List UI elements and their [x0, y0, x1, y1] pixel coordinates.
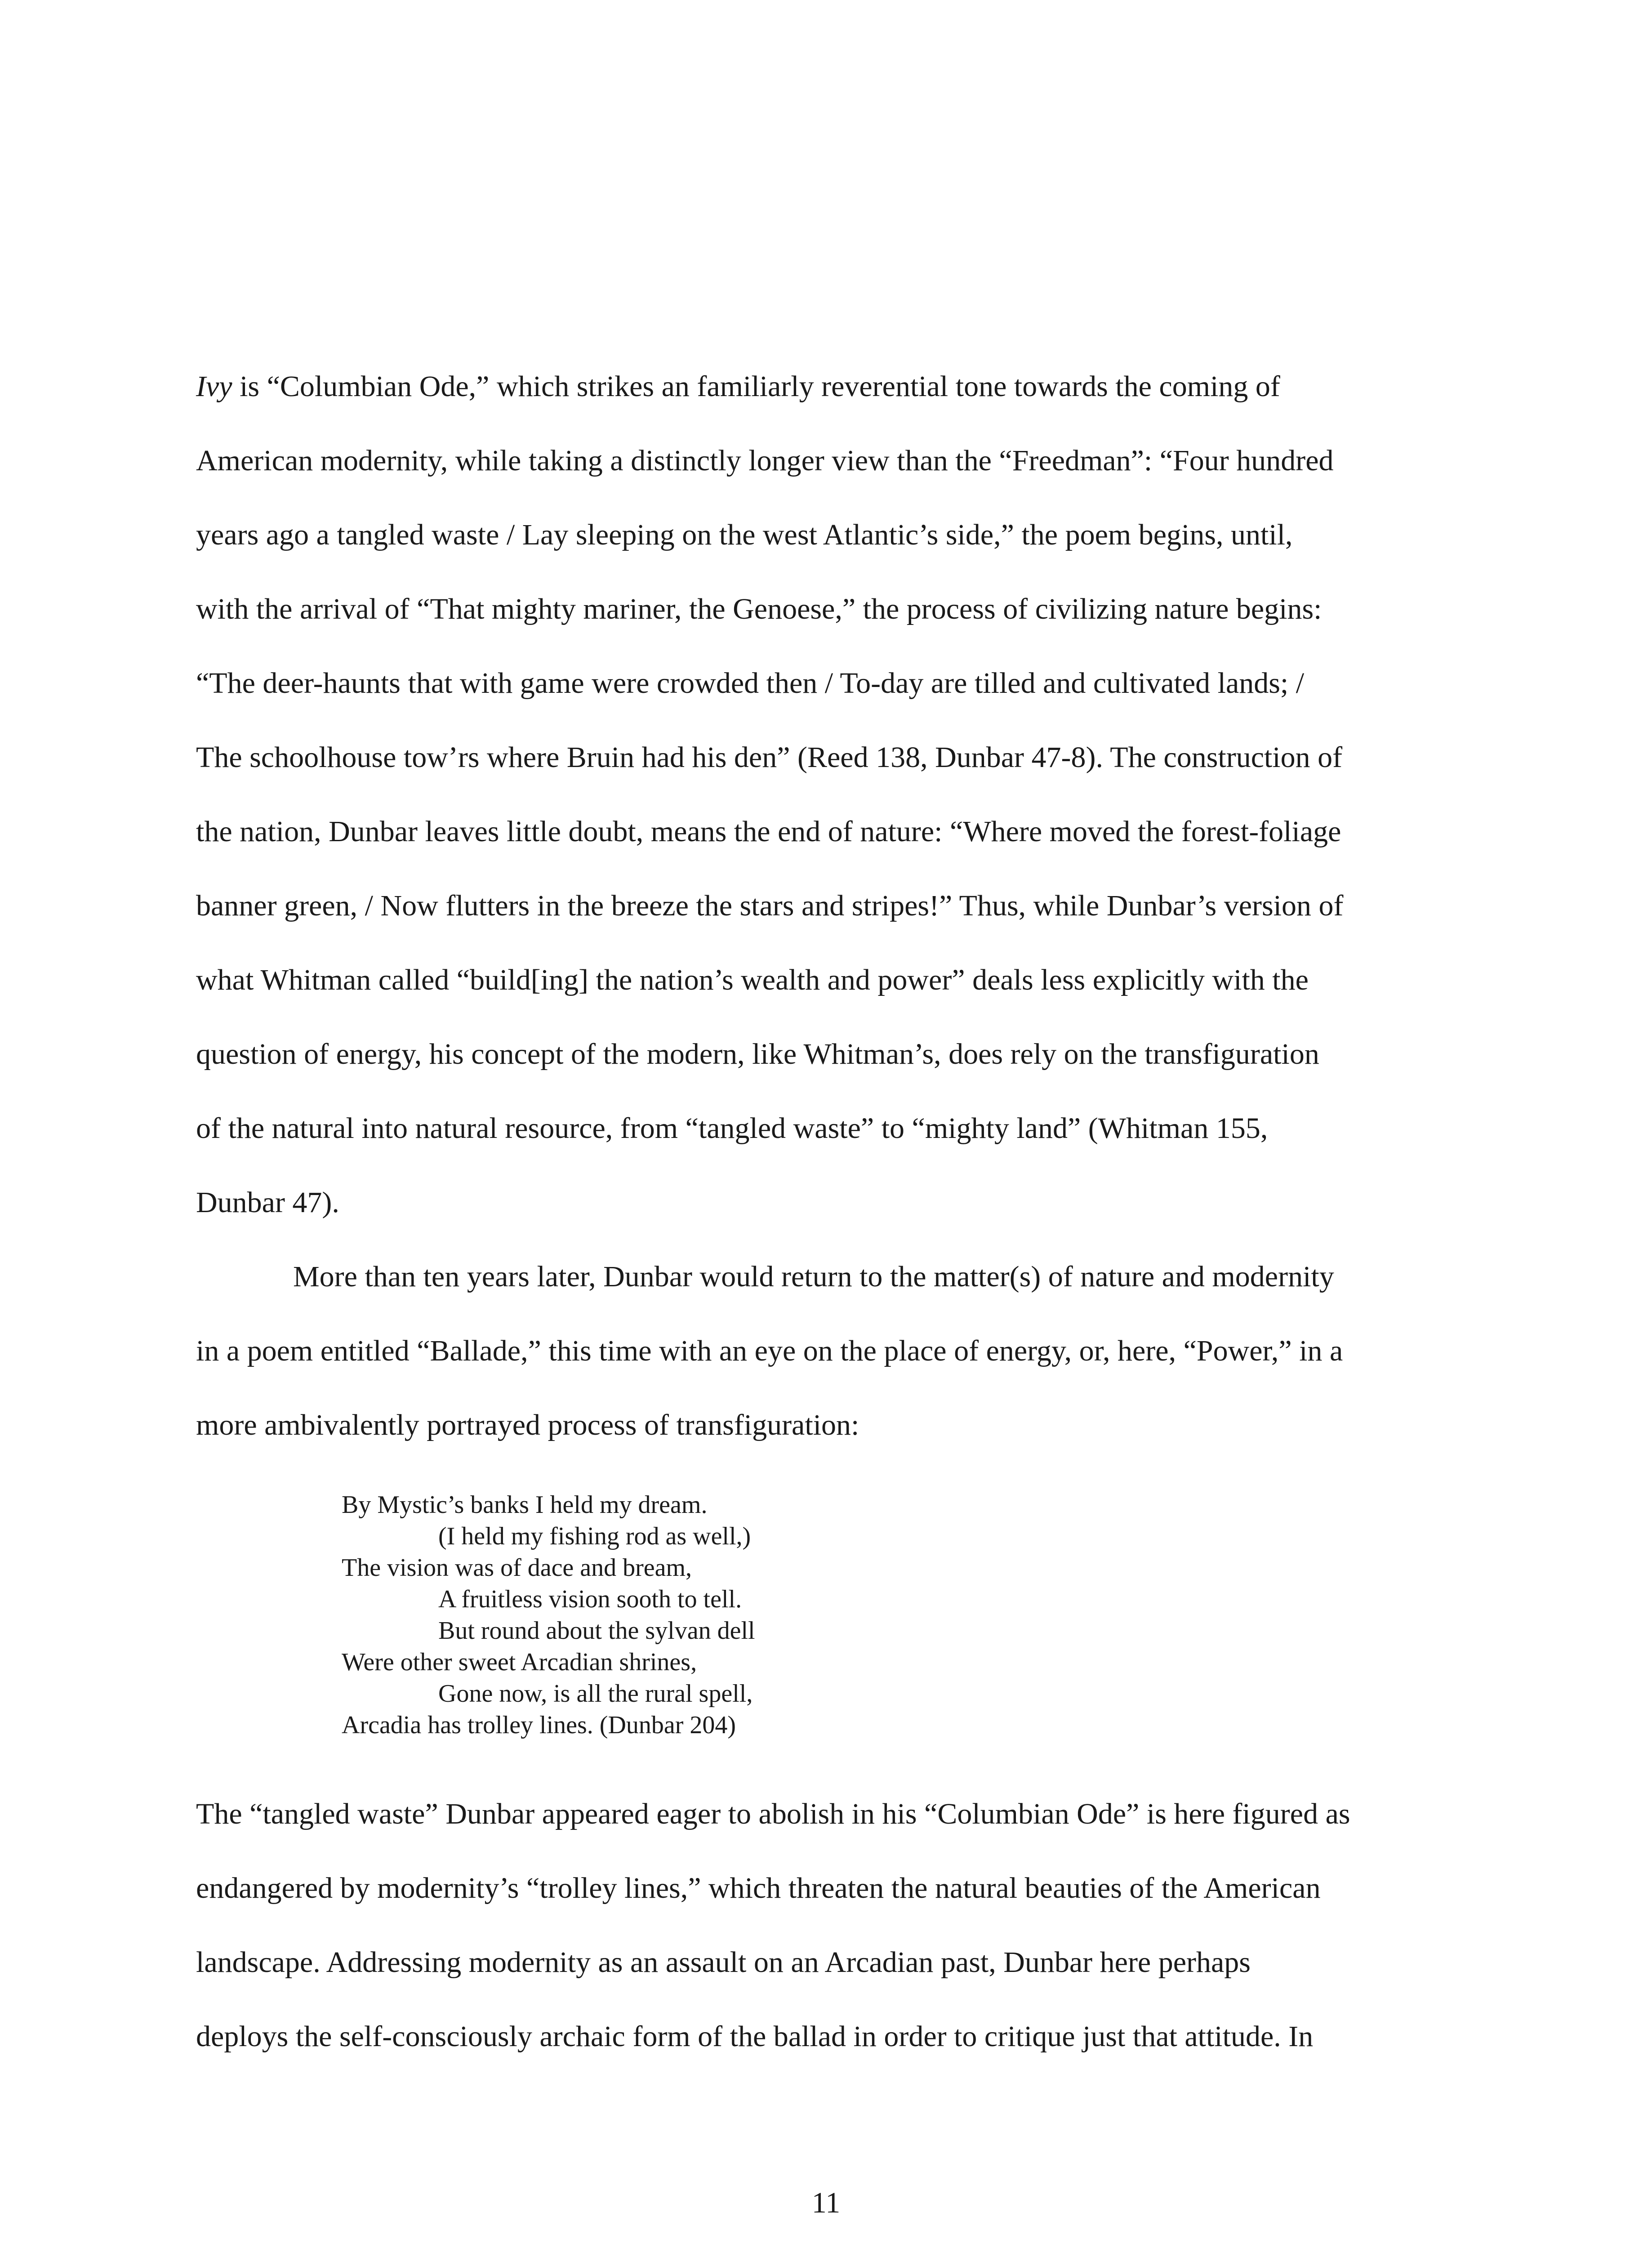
poem-line-5: But round about the sylvan dell: [438, 1617, 755, 1645]
paragraph-1-line-1-text: is “Columbian Ode,” which strikes an familiarly reverential tone towards the coming of: [232, 370, 1280, 403]
poem-line-6: Were other sweet Arcadian shrines,: [342, 1648, 697, 1676]
paragraph-1-line-6: The schoolhouse tow’rs where Bruin had his den” (Reed 138, Dunbar 47-8). The construction of: [196, 741, 1343, 774]
paragraph-1-line-5: “The deer-haunts that with game were crowded then / To-day are tilled and cultivated lands; /: [196, 667, 1305, 700]
paragraph-1-line-1: [196, 366, 1280, 407]
poem-line-7: Gone now, is all the rural spell,: [438, 1680, 753, 1708]
paragraph-1-line-11: of the natural into natural resource, from “tangled waste” to “mighty land” (Whitman 155,: [196, 1112, 1268, 1145]
paragraph-1-line-9: what Whitman called “build[ing] the nation’s wealth and power” deals less explicitly with the: [196, 963, 1309, 996]
paragraph-3-line-4: deploys the self-consciously archaic form of the ballad in order to critique just that attitude. In: [196, 2020, 1314, 2053]
poem-line-2: (I held my fishing rod as well,): [438, 1522, 751, 1550]
paragraph-1-line-7: the nation, Dunbar leaves little doubt, means the end of nature: “Where moved the forest-foliage: [196, 815, 1341, 848]
ivy-title: Ivy: [196, 370, 232, 403]
paragraph-3-line-1: The “tangled waste” Dunbar appeared eager to abolish in his “Columbian Ode” is here figured as: [196, 1798, 1350, 1830]
paragraph-2-line-1: More than ten years later, Dunbar would return to the matter(s) of nature and modernity: [293, 1260, 1334, 1293]
paragraph-1-line-10: question of energy, his concept of the modern, like Whitman’s, does rely on the transfiguration: [196, 1038, 1319, 1070]
poem-line-1: By Mystic’s banks I held my dream.: [342, 1491, 708, 1519]
paragraph-3-line-3: landscape. Addressing modernity as an assault on an Arcadian past, Dunbar here perhaps: [196, 1946, 1251, 1979]
poem-line-3: The vision was of dace and bream,: [342, 1554, 692, 1582]
paragraph-1-line-8: banner green, / Now flutters in the breeze the stars and stripes!” Thus, while Dunbar’s version of: [196, 889, 1344, 922]
paragraph-3-line-2: endangered by modernity’s “trolley lines,” which threaten the natural beauties of the American: [196, 1872, 1321, 1905]
paragraph-2-line-2: in a poem entitled “Ballade,” this time with an eye on the place of energy, or, here, “Power,” in a: [196, 1334, 1343, 1367]
paragraph-2-line-3: more ambivalently portrayed process of transfiguration:: [196, 1409, 859, 1441]
paragraph-1-line-12: Dunbar 47).: [196, 1186, 339, 1219]
poem-line-4: A fruitless vision sooth to tell.: [438, 1585, 742, 1613]
paragraph-1-line-3: years ago a tangled waste / Lay sleeping on the west Atlantic’s side,” the poem begins, until,: [196, 518, 1293, 551]
poem-line-8: Arcadia has trolley lines. (Dunbar 204): [342, 1711, 736, 1739]
page-number: 11: [811, 2186, 841, 2219]
paragraph-1-line-2: American modernity, while taking a distinctly longer view than the “Freedman”: “Four hundred: [196, 444, 1334, 477]
paragraph-1-line-4: with the arrival of “That mighty mariner, the Genoese,” the process of civilizing nature begins:: [196, 593, 1322, 625]
